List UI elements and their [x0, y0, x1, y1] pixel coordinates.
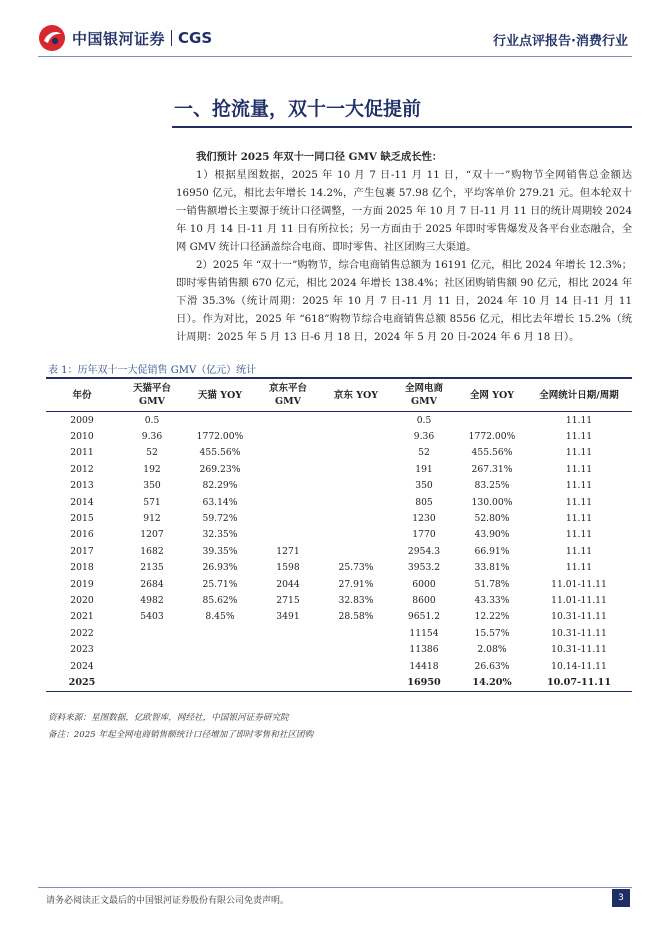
paragraph-1: 1）根据星图数据，2025 年 10 月 7 日-11 月 11 日，“双十一”购物节全网销售总金额达 16950 亿元，相比去年增长 14.2%，产生包裹 57.98 亿个，平均客单价 279.21 元。但本轮双十一销售额增长主要源于统计口径调整，一方面 2025 年 10 月 7 日-11 月 11 日的统计周期较 2024 年 10 月 14 日-11 月 11 日有所拉长；另一方面由于 2025 年即时零售爆发及各平台业态融合，全网 GMV 统计口径涵盖综合电商、即时零售、社区团购三大渠道。	[176, 169, 632, 253]
table-cell: 2011	[70, 447, 94, 459]
table-cell	[186, 641, 254, 657]
table-cell: 2018	[70, 562, 94, 574]
table-cell: 52	[418, 447, 430, 459]
cgs-logo-icon	[38, 24, 66, 52]
table-cell: 2022	[70, 627, 94, 639]
table-cell: 2021	[70, 611, 94, 623]
table-row	[46, 641, 632, 657]
table-cell: 39.35%	[202, 545, 238, 557]
header-year: 年份	[72, 389, 92, 401]
table-row	[46, 674, 632, 690]
table-cell: 2017	[70, 545, 94, 557]
brand-logo	[38, 24, 212, 52]
table-cell: 2023	[70, 644, 94, 656]
table-cell	[254, 445, 322, 461]
table-note: 备注：2025 年起全网电商销售额统计口径增加了即时零售和社区团购	[48, 730, 314, 740]
table-row	[46, 658, 632, 674]
table-cell	[254, 461, 322, 477]
table-row	[46, 412, 632, 428]
table-cell: 192	[143, 463, 161, 475]
table-cell: 2010	[70, 431, 94, 443]
table-cell: 25.71%	[202, 578, 238, 590]
table-cell	[322, 674, 390, 690]
table-cell: 11.11	[565, 431, 593, 443]
table-cell: 10.31-11.11	[551, 627, 607, 639]
table-cell: 1770	[412, 529, 436, 541]
table-cell: 805	[415, 496, 433, 508]
table-cell: 9651.2	[407, 611, 441, 623]
table-row	[46, 576, 632, 592]
page-header	[0, 0, 662, 64]
table-cell: 10.31-11.11	[551, 644, 607, 656]
table-cell: 51.78%	[474, 578, 510, 590]
table-cell: 11.11	[565, 562, 593, 574]
table-row	[46, 560, 632, 576]
table-cell	[254, 625, 322, 641]
table-cell: 8600	[412, 594, 436, 606]
table-cell: 2014	[70, 496, 94, 508]
table-cell	[254, 478, 322, 494]
table-cell: 14418	[409, 660, 439, 672]
table-cell: 2954.3	[407, 545, 441, 557]
table-cell: 2015	[70, 513, 94, 525]
table-cell	[322, 527, 390, 543]
table-cell: 2135	[140, 562, 164, 574]
table-cell	[322, 494, 390, 510]
table-cell	[118, 674, 186, 690]
table-cell: 0.5	[416, 414, 432, 426]
table-cell	[322, 625, 390, 641]
brand-divider	[171, 30, 172, 46]
table-cell	[322, 412, 390, 428]
table-cell: 2684	[140, 578, 164, 590]
table-cell: 11.01-11.11	[551, 578, 607, 590]
table-cell	[322, 543, 390, 559]
table-cell: 9.36	[413, 431, 435, 443]
table-cell: 1207	[140, 529, 164, 541]
table-row	[46, 510, 632, 526]
table-cell: 32.35%	[202, 529, 238, 541]
table-cell: 85.62%	[202, 594, 238, 606]
body-text	[176, 148, 632, 346]
table-cell: 350	[415, 480, 433, 492]
table-cell: 130.00%	[471, 496, 513, 508]
gmv-table	[46, 377, 632, 692]
table-cell: 26.63%	[474, 660, 510, 672]
table-notes	[48, 710, 313, 744]
report-type: 行业点评报告·消费行业	[493, 34, 628, 49]
table-cell	[254, 674, 322, 690]
table-cell: 2013	[70, 480, 94, 492]
table-cell	[186, 412, 254, 428]
header-tmall-yoy: 天猫 YOY	[197, 389, 243, 401]
page-number: 3	[612, 889, 630, 907]
table-cell: 8.45%	[205, 611, 235, 623]
table-cell: 33.81%	[474, 562, 510, 574]
table-cell: 82.29%	[202, 480, 238, 492]
table-cell	[458, 412, 526, 428]
table-cell: 11.11	[565, 529, 593, 541]
paragraph-2: 2）2025 年 “双十一”购物节，综合电商销售总额为 16191 亿元，相比 2024 年增长 12.3%；即时零售销售额 670 亿元，相比 2024 年增长 138.4%；社区团购销售额 90 亿元，相比 2024 年下滑 35.3%（统计周期：2025 年 10 月 7 日-11 月 11 日，2024 年 10 月 14 日-11 月 11 日）。作为对比，2025 年 “618”购物节综合电商销售总额 8556 亿元，相比去年增长 15.2%（统计周期：2025 年 5 月 13 日-6 月 18 日，2024 年 5 月 20 日-2024 年 6 月 18 日）。	[176, 259, 632, 343]
table-cell: 0.5	[144, 414, 160, 426]
table-cell: 2016	[70, 529, 94, 541]
table-row	[46, 478, 632, 494]
table-cell	[254, 412, 322, 428]
table-cell: 912	[143, 513, 161, 525]
table-cell: 15.57%	[474, 627, 510, 639]
table-cell: 1772.00%	[468, 431, 516, 443]
table-cell: 2019	[70, 578, 94, 590]
table-cell: 16950	[407, 676, 441, 688]
table-cell: 59.72%	[202, 513, 238, 525]
table-cell	[186, 658, 254, 674]
lead-paragraph: 我们预计 2025 年双十一同口径 GMV 缺乏成长性：	[196, 151, 443, 163]
table-cell: 32.83%	[338, 594, 374, 606]
table-bottom-rule	[46, 691, 632, 693]
table-cell: 6000	[412, 578, 436, 590]
footer-disclaimer: 请务必阅读正文最后的中国银河证券股份有限公司免责声明。	[46, 896, 290, 906]
table-cell: 3953.2	[407, 562, 441, 574]
table-body	[46, 412, 632, 691]
table-cell	[254, 510, 322, 526]
section-divider	[172, 126, 632, 128]
table-cell: 11.11	[565, 480, 593, 492]
table-cell: 2715	[276, 594, 300, 606]
table-cell	[254, 641, 322, 657]
table-cell	[254, 494, 322, 510]
table-cell	[322, 478, 390, 494]
table-row	[46, 428, 632, 444]
table-cell: 1230	[412, 513, 436, 525]
table-cell	[322, 641, 390, 657]
table-cell: 455.56%	[471, 447, 513, 459]
table-cell: 4982	[140, 594, 164, 606]
table-cell: 9.36	[141, 431, 163, 443]
table-cell: 63.14%	[202, 496, 238, 508]
table-cell	[186, 625, 254, 641]
table-cell: 350	[143, 480, 161, 492]
table-cell	[118, 658, 186, 674]
table-row	[46, 494, 632, 510]
table-cell: 3491	[276, 611, 300, 623]
header-all-yoy: 全网 YOY	[469, 389, 515, 401]
header-tmall-gmv: 天猫平台 GMV	[132, 383, 171, 407]
header-period: 全网统计日期/周期	[539, 389, 619, 401]
table-cell: 191	[415, 463, 433, 475]
table-cell: 27.91%	[338, 578, 374, 590]
table-cell: 83.25%	[474, 480, 510, 492]
table-row	[46, 625, 632, 641]
table-cell	[118, 641, 186, 657]
table-cell	[322, 510, 390, 526]
table-cell	[322, 658, 390, 674]
table-cell: 52	[146, 447, 158, 459]
table-cell	[254, 428, 322, 444]
table-row	[46, 592, 632, 608]
table-cell: 2024	[70, 660, 94, 672]
table-cell: 66.91%	[474, 545, 510, 557]
table-cell: 11.11	[565, 463, 593, 475]
table-cell	[322, 461, 390, 477]
table-cell: 5403	[140, 611, 164, 623]
table-row	[46, 543, 632, 559]
table-cell: 11.11	[565, 545, 593, 557]
table-cell: 11386	[409, 644, 439, 656]
section-title: 一、抢流量，双十一大促提前	[174, 98, 422, 120]
table-source: 资料来源：星图数据，亿欧智库，网经社，中国银河证券研究院	[48, 713, 289, 723]
table-cell: 26.93%	[202, 562, 238, 574]
table-cell: 10.07-11.11	[546, 676, 612, 688]
table-cell: 2020	[70, 594, 94, 606]
table-cell: 11.11	[565, 496, 593, 508]
table-cell: 43.90%	[474, 529, 510, 541]
table-cell: 2012	[70, 463, 94, 475]
table-cell: 43.33%	[474, 594, 510, 606]
table-cell: 11.11	[565, 414, 593, 426]
table-cell	[254, 658, 322, 674]
table-cell: 1772.00%	[196, 431, 244, 443]
table-cell: 2009	[70, 414, 94, 426]
table-row	[46, 445, 632, 461]
table-cell: 28.58%	[338, 611, 374, 623]
table-cell: 14.20%	[472, 676, 512, 688]
table-cell: 25.73%	[338, 562, 374, 574]
table-cell: 2044	[276, 578, 300, 590]
table-row	[46, 609, 632, 625]
header-jd-yoy: 京东 YOY	[333, 389, 379, 401]
table-cell: 10.31-11.11	[551, 611, 607, 623]
table-cell: 1682	[140, 545, 164, 557]
table-cell: 10.14-11.11	[551, 660, 607, 672]
table-cell: 267.31%	[471, 463, 513, 475]
brand-name-en: CGS	[178, 29, 213, 47]
footer-divider	[38, 887, 632, 888]
table-cell: 571	[143, 496, 161, 508]
table-cell: 52.80%	[474, 513, 510, 525]
table-cell	[118, 625, 186, 641]
table-cell: 12.22%	[474, 611, 510, 623]
table-cell: 2.08%	[477, 644, 507, 656]
table-header-row	[46, 379, 632, 411]
table-cell: 269.23%	[199, 463, 241, 475]
table-cell	[322, 428, 390, 444]
table-cell: 11154	[409, 627, 439, 639]
brand-name-cn: 中国银河证券	[72, 29, 166, 48]
table-cell: 1598	[276, 562, 300, 574]
table-cell: 11.11	[565, 447, 593, 459]
header-divider	[38, 56, 632, 57]
header-jd-gmv: 京东平台 GMV	[268, 383, 307, 407]
table-cell: 2025	[68, 676, 96, 688]
table-row	[46, 527, 632, 543]
table-cell	[254, 527, 322, 543]
table-cell: 1271	[276, 545, 300, 557]
table-cell: 11.01-11.11	[551, 594, 607, 606]
table-cell: 11.11	[565, 513, 593, 525]
table-cell: 455.56%	[199, 447, 241, 459]
table-cell	[186, 674, 254, 690]
header-all-gmv: 全网电商 GMV	[404, 383, 443, 407]
table-row	[46, 461, 632, 477]
table-caption: 表 1：历年双十一大促销售 GMV（亿元）统计	[48, 365, 257, 376]
table-cell	[322, 445, 390, 461]
